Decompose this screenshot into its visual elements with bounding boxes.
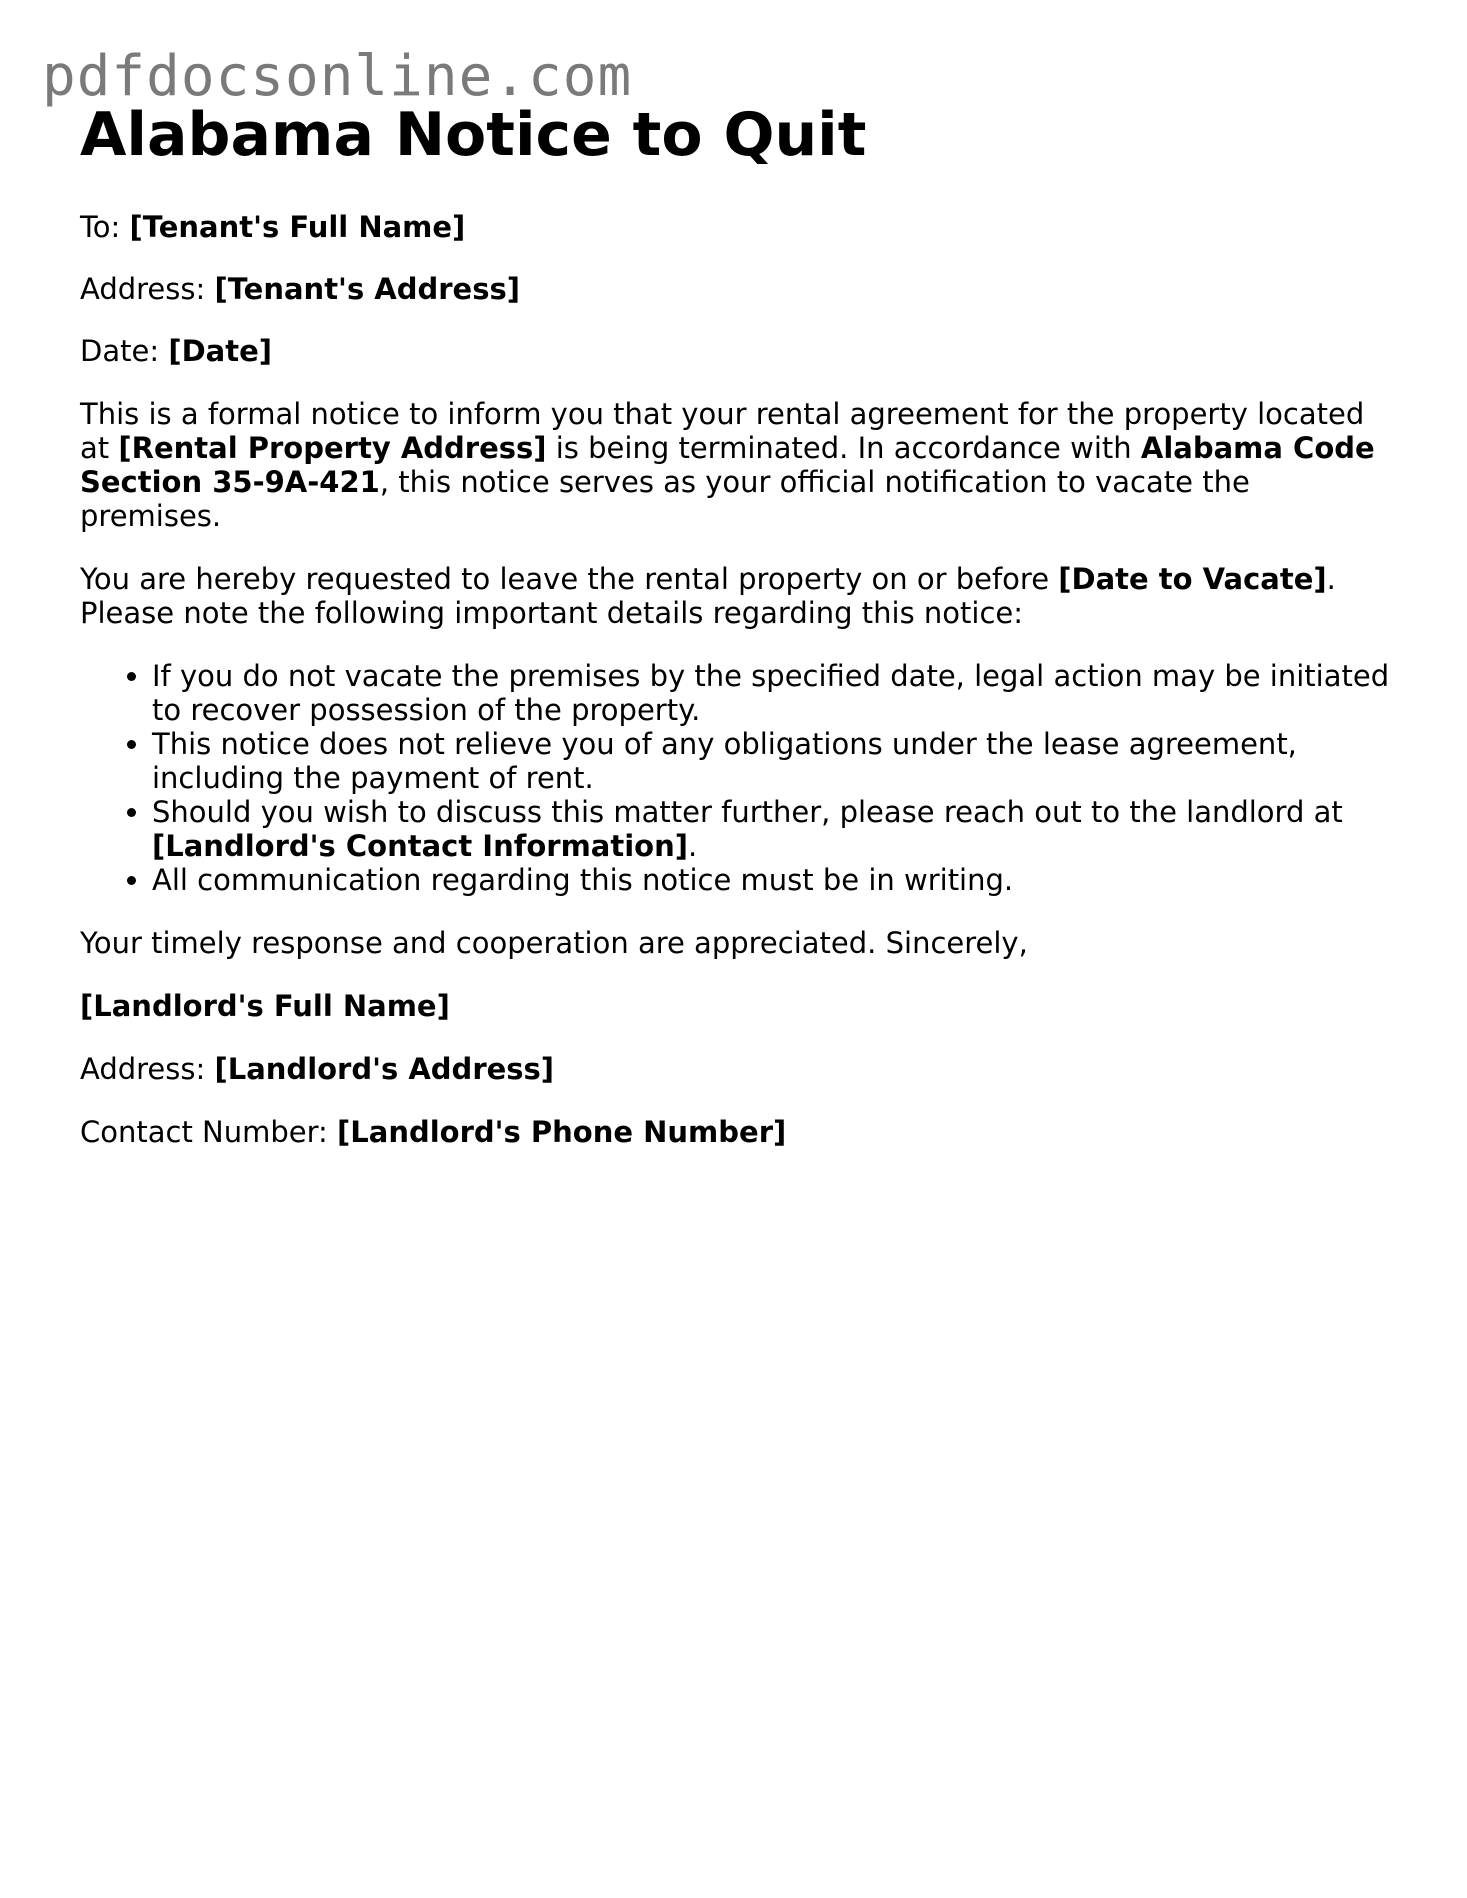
landlord-address-field: [Landlord's Address] [214, 1052, 555, 1086]
details-list [80, 659, 1400, 897]
list-item: • This notice does not relieve you of any obligations under the lease agreement, including the payment of rent. [152, 727, 1400, 795]
vacate-date-field: [Date to Vacate] [1058, 562, 1327, 596]
landlord-phone-field: [Landlord's Phone Number] [337, 1115, 787, 1149]
landlord-phone-line [80, 1115, 1400, 1149]
address-label: Address: [80, 272, 215, 306]
rental-property-address-field: [Rental Property Address] [118, 431, 547, 465]
date-label: Date: [80, 334, 169, 368]
landlord-address-line [80, 1052, 1400, 1086]
landlord-address-label: Address: [80, 1052, 215, 1086]
document-title: Alabama Notice to Quit [80, 100, 867, 170]
closing-line: Your timely response and cooperation are appreciated. Sincerely, [80, 926, 1028, 960]
date-line [80, 334, 1400, 368]
to-line [80, 210, 1400, 244]
intro-text-2: is being terminated. In accordance with [546, 431, 1141, 465]
statute-reference: Alabama Code Section 35-9A-421 [80, 431, 1375, 499]
tenant-address-field: [Tenant's Address] [214, 272, 521, 306]
to-label: To: [80, 210, 130, 244]
request-paragraph [80, 562, 1400, 630]
list-item: • If you do not vacate the premises by the specified date, legal action may be initiated to recover possession of the property. [152, 659, 1400, 727]
landlord-contact-field: [Landlord's Contact Information] [152, 829, 688, 863]
contact-text: Should you wish to discuss this matter further, please reach out to the landlord at [152, 795, 1343, 829]
intro-paragraph [80, 397, 1400, 533]
tenant-name-field: [Tenant's Full Name] [129, 210, 466, 244]
list-item [152, 795, 1400, 863]
landlord-name-line [80, 989, 1400, 1023]
landlord-phone-label: Contact Number: [80, 1115, 338, 1149]
tenant-address-line [80, 272, 1400, 306]
landlord-name-field: [Landlord's Full Name] [80, 989, 450, 1023]
list-item: • All communication regarding this notice must be in writing. [152, 863, 1400, 897]
intro-text-3: , this notice serves as your official notification to vacate the premises. [80, 465, 1250, 533]
request-text-1: You are hereby requested to leave the rental property on or before [80, 562, 1059, 596]
contact-period: . [688, 829, 698, 863]
watermark-text: pdfdocsonline.com [42, 44, 633, 109]
intro-text-1: This is a formal notice to inform you that your rental agreement for the property located at [80, 397, 1365, 465]
date-field: [Date] [168, 334, 272, 368]
notice-document [80, 96, 1400, 1149]
request-text-2: . Please note the following important details regarding this notice: [80, 562, 1336, 630]
